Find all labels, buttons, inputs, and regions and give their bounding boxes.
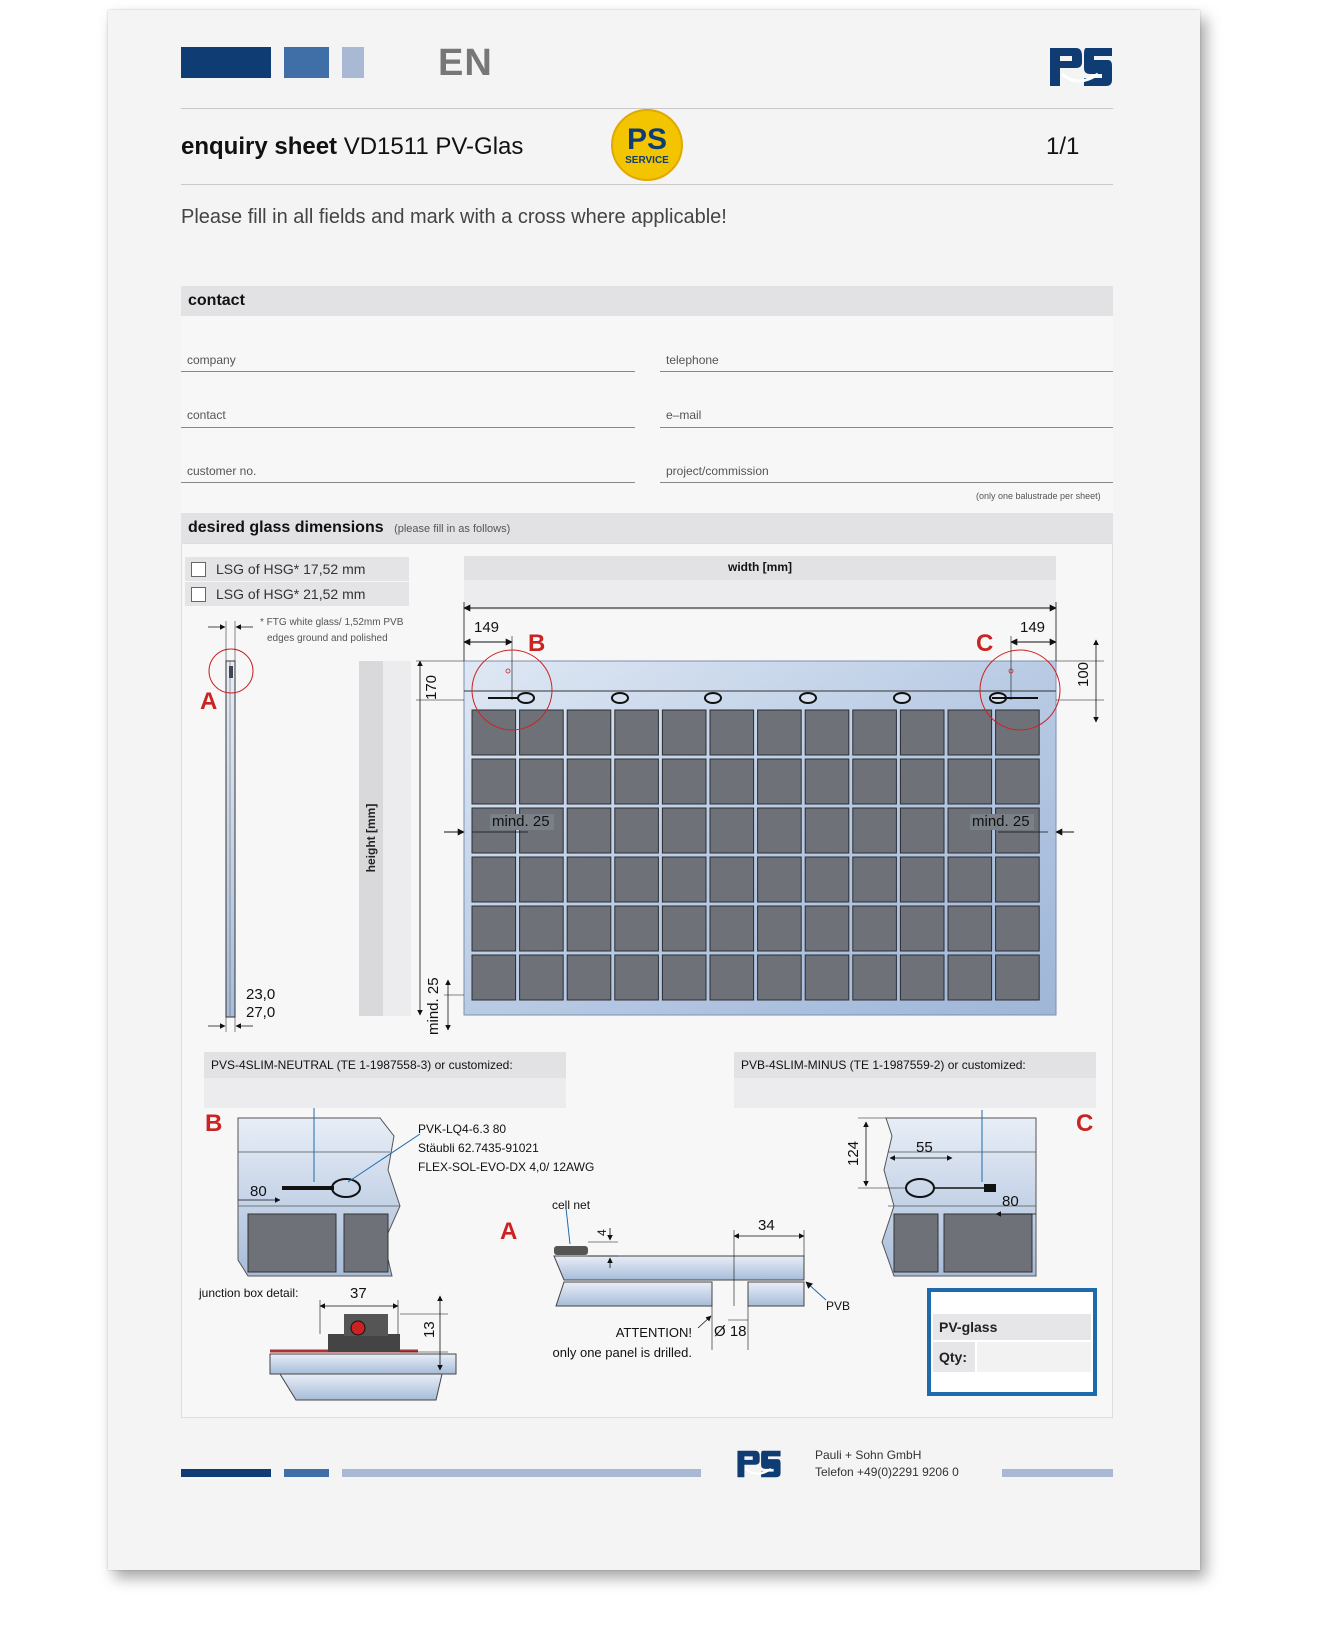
letter-c-detail: C [1076,1110,1094,1137]
left-connector-spec [418,1120,594,1177]
solar-cell [710,710,754,755]
order-box [927,1288,1097,1396]
solar-cell [710,906,754,951]
badge-main-text: PS [626,123,668,156]
detail-c-dim-124: 124 [845,1140,862,1166]
solar-cell [805,710,849,755]
solar-cell [520,857,564,902]
detail-c-drawing [845,1110,1036,1276]
footer-bar-dark [181,1469,271,1477]
solar-cell [662,710,706,755]
project-label: project/commission [666,464,769,478]
balustrade-note: (only one balustrade per sheet) [976,491,1101,501]
dim-100: 100 [1075,661,1092,687]
solar-cell [948,906,992,951]
detail-c-dim-80: 80 [1002,1193,1019,1210]
product-row [933,1314,1091,1340]
option-label: LSG of HSG* 21,52 mm [216,586,366,602]
right-connector-label: PVB-4SLIM-MINUS (TE 1-1987559-2) or customized: [734,1052,1096,1078]
solar-cell [948,857,992,902]
solar-cell [472,759,516,804]
letter-b-detail: B [205,1110,223,1137]
solar-cell [567,808,611,853]
side-profile [226,661,235,1017]
solar-cell [567,759,611,804]
solar-cell [662,808,706,853]
solar-cell [853,710,897,755]
detail-a-dim-34: 34 [758,1217,775,1234]
attention-note [552,1323,692,1363]
footer-phone: Telefon +49(0)2291 9206 0 [815,1465,959,1479]
solar-cell [710,955,754,1000]
left-connector-input[interactable] [204,1078,566,1108]
footnote-line1: * FTG white glass/ 1,52mm PVB [260,617,404,628]
solar-cell [996,759,1040,804]
solar-cell [853,759,897,804]
solar-cell [758,906,802,951]
solar-cell [567,955,611,1000]
solar-cell [567,906,611,951]
option-label: LSG of HSG* 17,52 mm [216,561,366,577]
solar-cell [805,857,849,902]
qty-row [933,1342,975,1372]
dimensions-title: desired glass dimensions [188,519,384,536]
detail-c-dim-55: 55 [916,1139,933,1156]
solar-cell [662,857,706,902]
dim-170: 170 [423,674,440,700]
solar-cell [996,857,1040,902]
mind-25-left: mind. 25 [492,813,550,830]
solar-cell [472,710,516,755]
product-name: PV-glass [939,1319,998,1335]
contact-heading: contact [181,286,1113,316]
badge-sub-text: SERVICE [625,155,669,166]
footer-company: Pauli + Sohn GmbH [815,1448,922,1462]
solar-cell [996,710,1040,755]
detail-b-dim: 80 [250,1183,267,1200]
solar-cell [472,955,516,1000]
solar-cell [662,906,706,951]
letter-a-profile: A [200,688,218,715]
height-label-text: height [mm] [364,803,378,873]
instruction-text: Please fill in all fields and mark with a cross where applicable! [181,206,727,228]
attention-title: ATTENTION! [615,1325,692,1340]
solar-cell [520,759,564,804]
width-label: width [mm] [728,560,792,574]
solar-cell [710,759,754,804]
pvb-label: PVB [826,1299,851,1313]
left-connector-label: PVS-4SLIM-NEUTRAL (TE 1-1987558-3) or customized: [204,1052,566,1078]
solar-cell [805,808,849,853]
solar-cell [520,906,564,951]
footer-bar-mid [284,1469,329,1477]
solar-cell [805,759,849,804]
solar-cell [710,857,754,902]
attention-text: only one panel is drilled. [552,1345,692,1360]
company-label: company [187,353,236,367]
solar-cell [996,955,1040,1000]
solar-cell [853,857,897,902]
solar-cell [662,759,706,804]
dimensions-note: (please fill in as follows) [394,523,511,535]
solar-cell [805,906,849,951]
solar-cell [472,857,516,902]
title-bold: enquiry sheet [181,133,338,160]
solar-cell [615,955,659,1000]
dim-149-right: 149 [1020,619,1046,636]
right-connector-input[interactable] [734,1078,1096,1108]
solar-cell [805,955,849,1000]
solar-cell [900,759,944,804]
solar-cell [758,759,802,804]
solar-cell [758,857,802,902]
customer-no-label: customer no. [187,464,257,478]
spec-line-3: FLEX-SOL-EVO-DX 4,0/ 12AWG [418,1160,595,1174]
junction-dim-37: 37 [350,1285,367,1302]
junction-dim-13: 13 [421,1321,438,1338]
solar-cell [758,955,802,1000]
thickness-2: 27,0 [246,1004,276,1021]
solar-cell [900,808,944,853]
solar-cell [853,808,897,853]
footer-contact [815,1447,959,1481]
spec-line-2: Stäubli 62.7435-91021 [418,1141,539,1155]
detail-a-dia: Ø 18 [714,1323,747,1340]
solar-cell [853,955,897,1000]
solar-cell [662,955,706,1000]
solar-cell [900,955,944,1000]
enquiry-sheet [108,10,1200,1570]
junction-label: junction box detail: [199,1286,299,1300]
mounting-hole [612,693,628,703]
solar-cell [615,906,659,951]
mind-25-right: mind. 25 [972,813,1030,830]
qty-label: Qty: [939,1349,967,1365]
solar-cell [615,857,659,902]
footer-bar-right [1002,1469,1113,1477]
solar-cell [948,710,992,755]
solar-cell [948,955,992,1000]
mounting-hole [518,693,534,703]
solar-cell [615,710,659,755]
solar-cell [853,906,897,951]
language-code: EN [438,42,493,84]
junction-box-drawing [270,1285,456,1400]
solar-cell [567,857,611,902]
solar-cell [615,759,659,804]
footnote-line2: edges ground and polished [267,633,388,644]
mind-25-bottom: mind. 25 [425,977,442,1035]
solar-cell [758,808,802,853]
solar-cell [615,808,659,853]
footer-logo [736,1448,782,1480]
mounting-hole [800,693,816,703]
letter-a-detail: A [500,1218,518,1245]
mounting-hole [705,693,721,703]
thickness-1: 23,0 [246,986,276,1003]
contact-label: contact [187,408,226,422]
solar-cell [567,710,611,755]
solar-cell [710,808,754,853]
page-number: 1/1 [1046,133,1080,160]
letter-b-panel: B [528,630,546,657]
solar-cell [948,759,992,804]
solar-cell [900,906,944,951]
solar-cell [520,955,564,1000]
detail-b-drawing [238,1106,420,1276]
telephone-label: telephone [666,353,719,367]
solar-cell [900,857,944,902]
solar-cell [900,710,944,755]
footer-bar-light [342,1469,701,1477]
mounting-hole [894,693,910,703]
spec-line-1: PVK-LQ4-6.3 80 [418,1122,507,1136]
solar-cell [472,906,516,951]
solar-cell [758,710,802,755]
dim-149-left: 149 [474,619,500,636]
title-product: VD1511 PV-Glas [343,133,524,160]
solar-cell [996,906,1040,951]
email-label: e–mail [666,408,702,422]
cell-net-label: cell net [552,1198,591,1212]
detail-a-dim-4: 4 [595,1229,609,1236]
qty-input[interactable] [977,1342,1091,1372]
letter-c-panel: C [976,630,994,657]
